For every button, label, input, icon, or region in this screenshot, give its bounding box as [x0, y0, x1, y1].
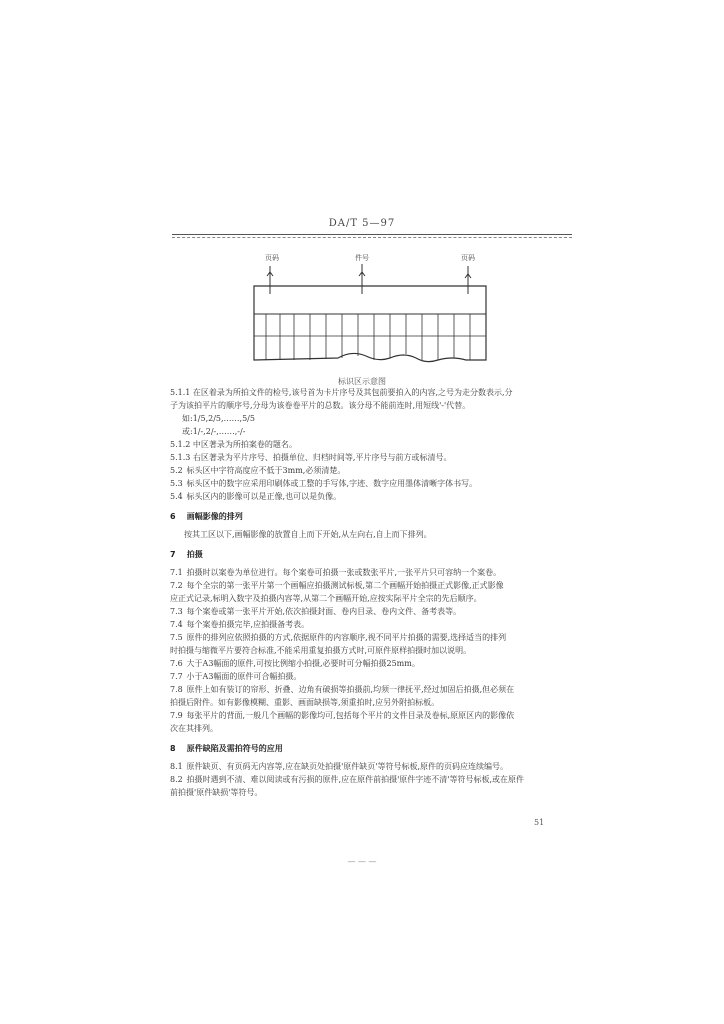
line-text: 大于A3幅面的原件,可按比例缩小拍摄,必要时可分幅拍摄25mm。	[186, 659, 420, 668]
clause-number: 5.2	[170, 466, 183, 475]
clause-number: 7.8	[170, 685, 183, 694]
section-heading	[170, 510, 554, 523]
clause-number: 7.3	[170, 607, 183, 616]
figure-label-right: 页码	[461, 254, 475, 262]
body-text	[170, 386, 554, 799]
text-line	[170, 477, 554, 490]
clause-number: 8.1	[170, 762, 183, 771]
clause-number: 5.3	[170, 479, 183, 488]
line-text: 标头区中的数字应采用印刷体或工整的手写体,字迹、数字应用墨体清晰字体书写。	[186, 479, 478, 488]
text-line	[170, 490, 554, 503]
line-text: 标头区内的影像可以是正像,也可以是负像。	[186, 492, 342, 501]
section-heading	[170, 548, 554, 561]
text-line	[170, 670, 554, 683]
text-line	[170, 386, 554, 399]
page-number: 51	[534, 818, 545, 827]
clause-number: 7.1	[170, 568, 183, 577]
clause-number: 8.2	[170, 775, 183, 784]
line-text: 按其工区以下,画幅影像的放置自上而下开始,从左向右,自上而下排列。	[184, 530, 432, 539]
figure-label-middle: 件号	[355, 254, 369, 262]
text-line	[170, 722, 554, 735]
line-text: 子为该拍平片的顺序号,分母为该卷卷平片的总数。该分母不能前连时,用短线'-'代替。	[170, 401, 471, 410]
text-line	[170, 592, 554, 605]
page-header: DA/T 5—97	[328, 218, 396, 229]
clause-number: 6	[170, 512, 176, 521]
line-text: 原件缺陷及需拍符号的应用	[186, 744, 283, 753]
line-text: 右区著录为平片序号、拍摄单位、归档时间等,平片序号与前方或标清号。	[192, 453, 452, 462]
clause-number: 7.6	[170, 659, 183, 668]
footer-mark: — — —	[347, 857, 377, 866]
line-text: 如:1/5,2/5,……,5/5	[182, 414, 255, 423]
text-line	[170, 412, 554, 425]
text-line	[170, 438, 554, 451]
text-line	[170, 696, 554, 709]
header-rule-secondary	[172, 237, 572, 238]
clause-number: 5.1.1	[170, 388, 191, 397]
text-line	[170, 786, 554, 799]
clause-number: 7.5	[170, 633, 183, 642]
line-text: 标头区中字符高度应不低于3mm,必须清楚。	[186, 466, 346, 475]
clause-number: 8	[170, 744, 176, 753]
figure-caption: 标识区示意图	[338, 377, 386, 386]
text-line	[170, 399, 554, 412]
line-text: 在区着录为所拍文件的检号,该号首为卡片序号及其包前要拍入的内容,之号为走分数表示,分	[192, 388, 513, 397]
clause-number: 5.1.2	[170, 440, 191, 449]
line-text: 画幅影像的排列	[186, 512, 243, 521]
line-text: 小于A3幅面的原件可合幅拍摄。	[186, 672, 302, 681]
line-text: 每个全宗的第一张平片第一个画幅应拍摄测试标板,第二个画幅开始拍摄正式影像,正式影像	[186, 581, 504, 590]
line-text: 原件缺页、有页码无内容等,应在缺页处拍摄'原件缺页'等符号标板,原件的页码应连续编号。	[186, 762, 509, 771]
line-text: 拍摄时遇到不清、难以阅读或有污损的原件,应在原件前拍摄'原件字迹不清'等符号标板,或在原件	[186, 775, 525, 784]
text-line	[170, 528, 554, 541]
line-text: 或:1/-,2/-,……,-/-	[182, 427, 246, 436]
line-text: 前拍摄'原件缺损'等符号。	[170, 788, 263, 797]
text-line	[170, 709, 554, 722]
line-text: 应正式记录,标明入数字及拍摄内容等,从第二个画幅开始,应按实际平片全宗的先后顺序。	[170, 594, 482, 603]
clause-number: 7	[170, 550, 176, 559]
clause-number: 5.1.3	[170, 453, 191, 462]
text-line	[170, 605, 554, 618]
line-text: 原件的排列应依照拍摄的方式,依据原件的内容顺序,视不同平片拍摄的需要,选择适当的排列	[186, 633, 507, 642]
text-line	[170, 760, 554, 773]
section-heading	[170, 742, 554, 755]
text-line	[170, 683, 554, 696]
line-text: 每张平片的背面,一般几个画幅的影像均可,包括每个平片的文件目录及卷标,原原区内的影像依	[186, 711, 515, 720]
text-line	[170, 773, 554, 786]
figure-label-left: 页码	[265, 254, 279, 262]
clause-number: 7.2	[170, 581, 183, 590]
line-text: 中区著录为所拍案卷的题名。	[192, 440, 297, 449]
text-line	[170, 566, 554, 579]
line-text: 原件上如有装订的帘形、折叠、边角有破损等拍摄前,均须一律抚平,经过加固后拍摄,但必须在	[186, 685, 515, 694]
clause-number: 7.9	[170, 711, 183, 720]
line-text: 每个案卷拍摄完毕,应拍摄备考表。	[186, 620, 310, 629]
text-line	[170, 618, 554, 631]
text-line	[170, 644, 554, 657]
line-text: 拍摄	[186, 550, 203, 559]
text-line	[170, 657, 554, 670]
text-line	[170, 631, 554, 644]
line-text: 次在其排列。	[170, 724, 218, 733]
text-line	[170, 579, 554, 592]
line-text: 拍摄时以案卷为单位进行。每个案卷可拍摄一张或数张平片,一张平片只可容纳一个案卷。	[186, 568, 502, 577]
clause-number: 7.4	[170, 620, 183, 629]
text-line	[170, 425, 554, 438]
header-rule	[172, 234, 572, 235]
line-text: 时拍摄与缩微平片要符合标准,不能采用重复拍摄方式时,可原件原样拍摄时加以说明。	[170, 646, 472, 655]
text-line	[170, 451, 554, 464]
clause-number: 5.4	[170, 492, 183, 501]
line-text: 拍摄后附件。如有影像模糊、重影、画面缺损等,须重拍时,应另外附拍标板。	[170, 698, 440, 707]
header-area-diagram	[240, 250, 500, 370]
text-line	[170, 464, 554, 477]
clause-number: 7.7	[170, 672, 183, 681]
line-text: 每个案卷或第一张平片开始,依次拍摄封面、卷内目录、卷内文件、备考表等。	[186, 607, 462, 616]
